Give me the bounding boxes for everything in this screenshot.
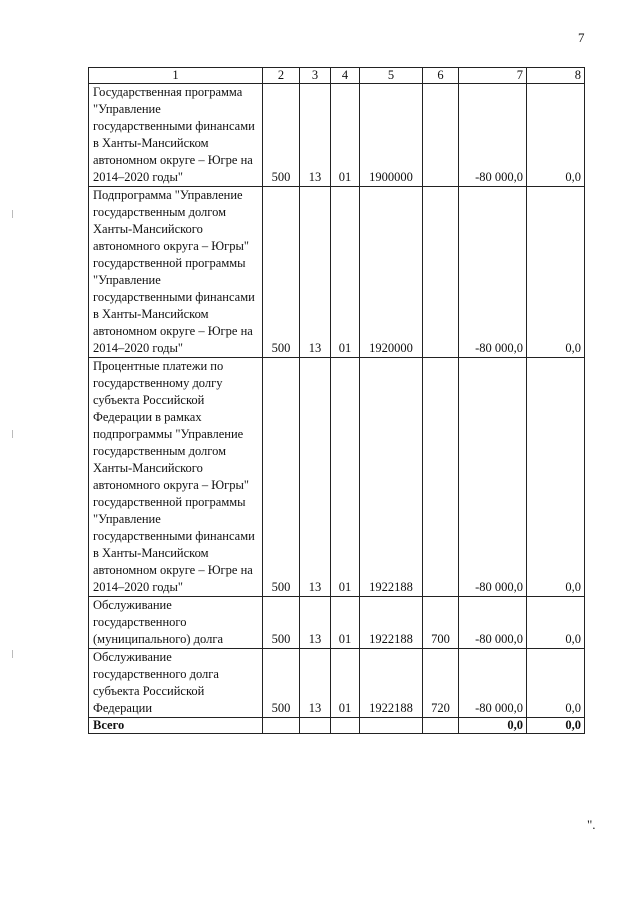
table-row xyxy=(89,84,585,187)
row-col-5: 1900000 xyxy=(360,84,423,187)
row-col-4: 01 xyxy=(331,358,360,597)
total-row xyxy=(89,718,585,734)
row-col-8: 0,0 xyxy=(527,84,585,187)
total-label: Всего xyxy=(89,718,263,734)
row-col-6: 720 xyxy=(423,649,459,718)
row-col-2: 500 xyxy=(263,84,300,187)
row-col-7: -80 000,0 xyxy=(459,649,527,718)
total-col-4 xyxy=(331,718,360,734)
total-col-7: 0,0 xyxy=(459,718,527,734)
header-cell-5: 5 xyxy=(360,68,423,84)
row-name: Обслуживание государственного (муниципального) долга xyxy=(89,597,263,649)
row-name: Подпрограмма "Управление государственным долгом Ханты-Мансийского автономного округа – Югры" государственной программы "Управление государственными финансами в Ханты-Мансийском автономном округе – Югре на 2014–2020 годы" xyxy=(89,187,263,358)
row-col-7: -80 000,0 xyxy=(459,84,527,187)
row-col-6: 700 xyxy=(423,597,459,649)
header-cell-8: 8 xyxy=(527,68,585,84)
row-col-6 xyxy=(423,358,459,597)
row-col-4: 01 xyxy=(331,649,360,718)
scan-edge-mark xyxy=(12,210,13,218)
row-col-2: 500 xyxy=(263,358,300,597)
row-col-7: -80 000,0 xyxy=(459,358,527,597)
header-cell-1: 1 xyxy=(89,68,263,84)
total-col-5 xyxy=(360,718,423,734)
header-cell-4: 4 xyxy=(331,68,360,84)
total-col-2 xyxy=(263,718,300,734)
header-cell-7: 7 xyxy=(459,68,527,84)
scan-edge-mark xyxy=(12,430,13,438)
row-name: Процентные платежи по государственному долгу субъекта Российской Федерации в рамках подпрограммы "Управление государственным долгом Ханты-Мансийского автономного округа – Югры" государственной программы "Управление государственными финансами в Ханты-Мансийском автономном округе – Югре на 2014–2020 годы" xyxy=(89,358,263,597)
header-row xyxy=(89,68,585,84)
closing-quote: ". xyxy=(587,817,596,832)
budget-table xyxy=(88,67,585,734)
header-cell-2: 2 xyxy=(263,68,300,84)
row-col-6 xyxy=(423,187,459,358)
row-col-5: 1922188 xyxy=(360,358,423,597)
table-row xyxy=(89,358,585,597)
row-col-8: 0,0 xyxy=(527,358,585,597)
row-col-4: 01 xyxy=(331,187,360,358)
total-col-8: 0,0 xyxy=(527,718,585,734)
header-cell-6: 6 xyxy=(423,68,459,84)
row-col-3: 13 xyxy=(300,187,331,358)
row-col-7: -80 000,0 xyxy=(459,187,527,358)
row-col-2: 500 xyxy=(263,187,300,358)
row-name: Государственная программа "Управление государственными финансами в Ханты-Мансийском автономном округе – Югре на 2014–2020 годы" xyxy=(89,84,263,187)
row-name: Обслуживание государственного долга субъекта Российской Федерации xyxy=(89,649,263,718)
row-col-4: 01 xyxy=(331,84,360,187)
row-col-2: 500 xyxy=(263,649,300,718)
scan-edge-mark xyxy=(12,650,13,658)
page-number: 7 xyxy=(578,30,585,45)
row-col-8: 0,0 xyxy=(527,187,585,358)
table-row xyxy=(89,597,585,649)
total-col-3 xyxy=(300,718,331,734)
row-col-3: 13 xyxy=(300,358,331,597)
total-col-6 xyxy=(423,718,459,734)
row-col-7: -80 000,0 xyxy=(459,597,527,649)
table-row xyxy=(89,649,585,718)
row-col-5: 1922188 xyxy=(360,649,423,718)
row-col-2: 500 xyxy=(263,597,300,649)
row-col-8: 0,0 xyxy=(527,649,585,718)
row-col-3: 13 xyxy=(300,597,331,649)
row-col-8: 0,0 xyxy=(527,597,585,649)
table-row xyxy=(89,187,585,358)
row-col-4: 01 xyxy=(331,597,360,649)
header-cell-3: 3 xyxy=(300,68,331,84)
row-col-5: 1922188 xyxy=(360,597,423,649)
row-col-5: 1920000 xyxy=(360,187,423,358)
row-col-6 xyxy=(423,84,459,187)
row-col-3: 13 xyxy=(300,84,331,187)
row-col-3: 13 xyxy=(300,649,331,718)
